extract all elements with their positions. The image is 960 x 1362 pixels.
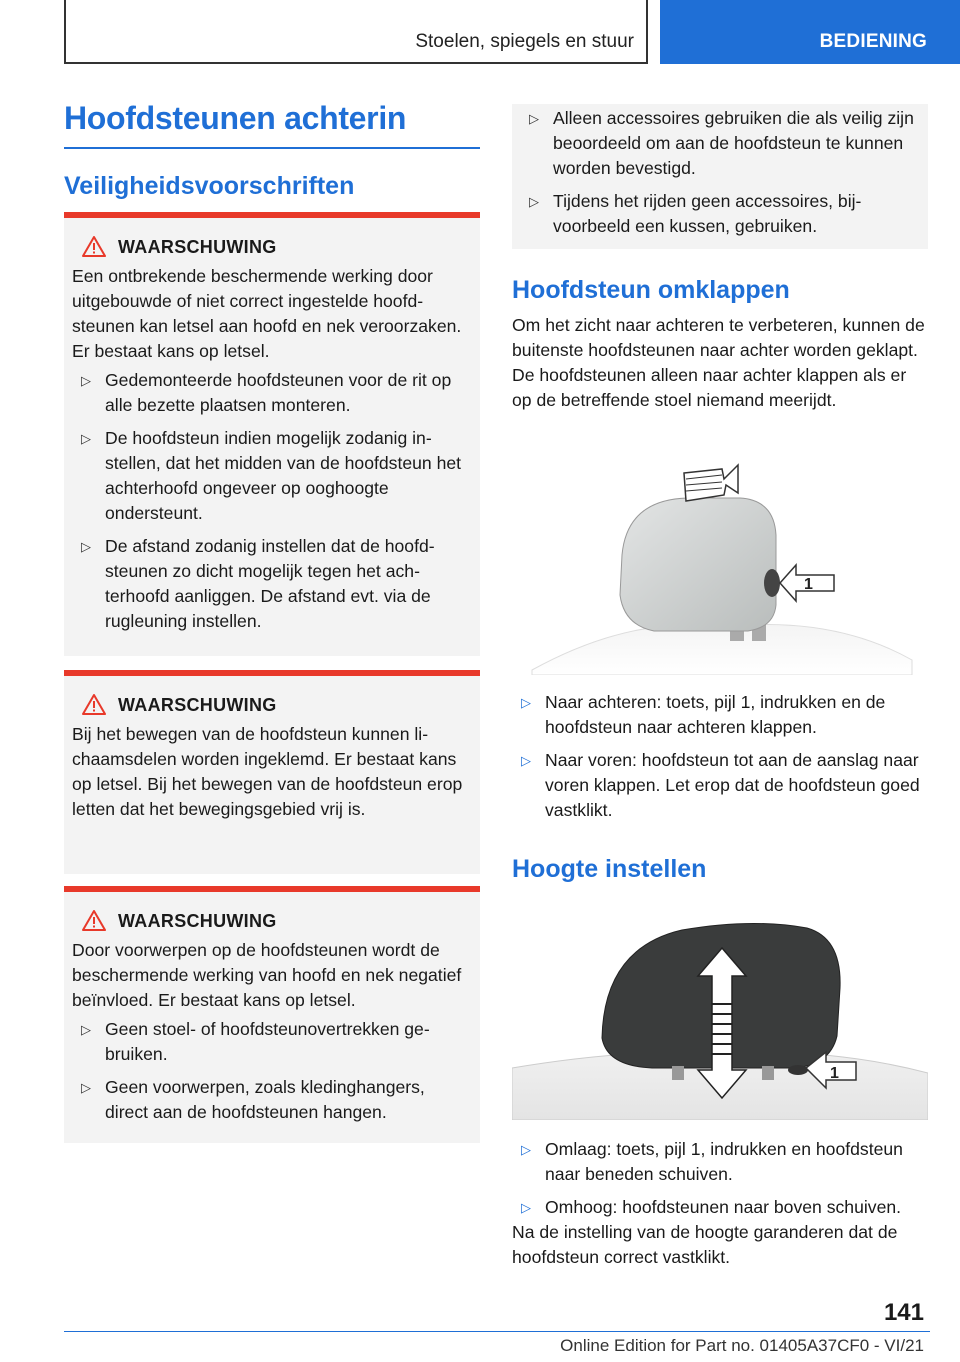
header-frame [64,0,648,64]
warning-label: WAARSCHUWING [118,237,277,257]
bullet-triangle-icon: ▷ [521,695,531,710]
warning-label: WAARSCHUWING [118,695,277,715]
list-item: ▷ De afstand zodanig instellen dat de hoofdsteunen zo dicht mogelijk tegen het achterhoofd aanliggen. De afstand evt. via de rugleuning instellen. [81,536,435,631]
fold-steps [512,690,930,831]
warning-label: WAARSCHUWING [118,911,277,931]
section-title: Stoelen, spiegels en stuur [415,31,634,52]
callout-label: 1 [804,576,813,593]
list-item: ▷ Naar achteren: toets, pijl 1, indrukken en de hoofdsteun naar achteren klappen. [521,692,886,737]
fold-text: Om het zicht naar achteren te verbeteren, kunnen de buitenste hoofdsteunen naar achter worden geklapt. De hoofdsteunen alleen naar achter klappen als er op de betreffende stoel niemand meerijdt. [512,315,925,410]
warning-header [72,908,471,938]
list-item: ▷ Alleen accessoires gebruiken die als veilig zijn beoordeeld om aan de hoofdsteun te kunnen worden bevestigd. [529,108,914,178]
warning-text: Door voorwerpen op de hoofdsteunen wordt de beschermende werking van hoofd en nek negatief beïnvloed. Er bestaat kans op letsel. [72,940,462,1010]
warning-box-3 [64,886,480,1143]
height-heading: Hoogte instellen [512,855,707,883]
headrest-fold-illustration [512,455,928,675]
chapter-tab[interactable] [660,0,960,64]
warning-header [72,692,471,722]
callout-label: 1 [830,1065,839,1082]
bullet-triangle-icon: ▷ [81,373,91,388]
list-item: ▷ De hoofdsteun indien mogelijk zodanig instellen, dat het midden van de hoofdsteun het achterhoofd ongeveer op ooghoogte ondersteunt. [81,428,462,523]
height-note: Na de instelling van de hoogte garanderen dat de hoofdsteun correct vastklikt. [512,1222,898,1267]
list-item: ▷ Naar voren: hoofdsteun tot aan de aanslag naar voren klappen. Let erop dat de hoofdsteun goed vastklikt. [521,750,920,820]
warning-box-2 [64,670,480,874]
fold-heading: Hoofdsteun omklappen [512,276,790,304]
chapter-tab-label: BEDIENING [819,31,927,52]
page-title: Hoofdsteunen achterin [64,100,407,136]
bullet-triangle-icon: ▷ [81,1080,91,1095]
warning-triangle-icon [82,235,106,257]
warning-header [72,234,471,264]
list-item: ▷ Omlaag: toets, pijl 1, indrukken en hoofdsteun naar beneden schuiven. [521,1139,903,1184]
headrest-height-illustration [512,918,928,1120]
bullet-triangle-icon: ▷ [81,1022,91,1037]
bullet-triangle-icon: ▷ [521,1200,531,1215]
bullet-triangle-icon: ▷ [81,431,91,446]
warning-box-1 [64,212,480,656]
warning-text: Een ontbrekende beschermende werking door uitgebouwde of niet correct ingestelde hoofdsteunen kan letsel aan hoofd en nek veroorzaken. Er bestaat kans op letsel. [72,266,462,361]
footer-divider [64,1331,930,1332]
warning-list [72,368,471,634]
bullet-triangle-icon: ▷ [81,539,91,554]
title-divider [64,147,480,149]
list-item: ▷ Geen voorwerpen, zoals kledinghangers, direct aan de hoofdsteunen hangen. [81,1077,425,1122]
list-item: ▷ Omhoog: hoofdsteunen naar boven schuiven. [512,1195,930,1220]
continued-list [520,104,920,239]
safety-heading: Veiligheidsvoorschriften [64,172,355,200]
warning-continuation [512,104,928,249]
height-steps [512,1137,930,1228]
bullet-triangle-icon: ▷ [521,1142,531,1157]
bullet-triangle-icon: ▷ [529,194,539,209]
warning-triangle-icon [82,693,106,715]
warning-triangle-icon [82,909,106,931]
warning-text: Bij het bewegen van de hoofdsteun kunnen lichaamsdelen worden ingeklemd. Er bestaat kans op letsel. Bij het bewegen van de hoofdsteun erop letten dat het bewegingsgebied vrij is. [72,724,463,819]
list-item: ▷ Tijdens het rijden geen accessoires, bijvoorbeeld een kussen, gebruiken. [529,191,862,236]
list-item: ▷ Geen stoel- of hoofdsteunovertrekken gebruiken. [81,1019,430,1064]
list-item: ▷ Gedemonteerde hoofdsteunen voor de rit op alle bezette plaatsen monteren. [81,370,452,415]
bullet-triangle-icon: ▷ [521,753,531,768]
bullet-triangle-icon: ▷ [529,111,539,126]
page-number: 141 [883,1299,924,1326]
footer-edition: Online Edition for Part no. 01405A37CF0 - VI/21 [560,1336,924,1355]
warning-list [72,1017,471,1125]
